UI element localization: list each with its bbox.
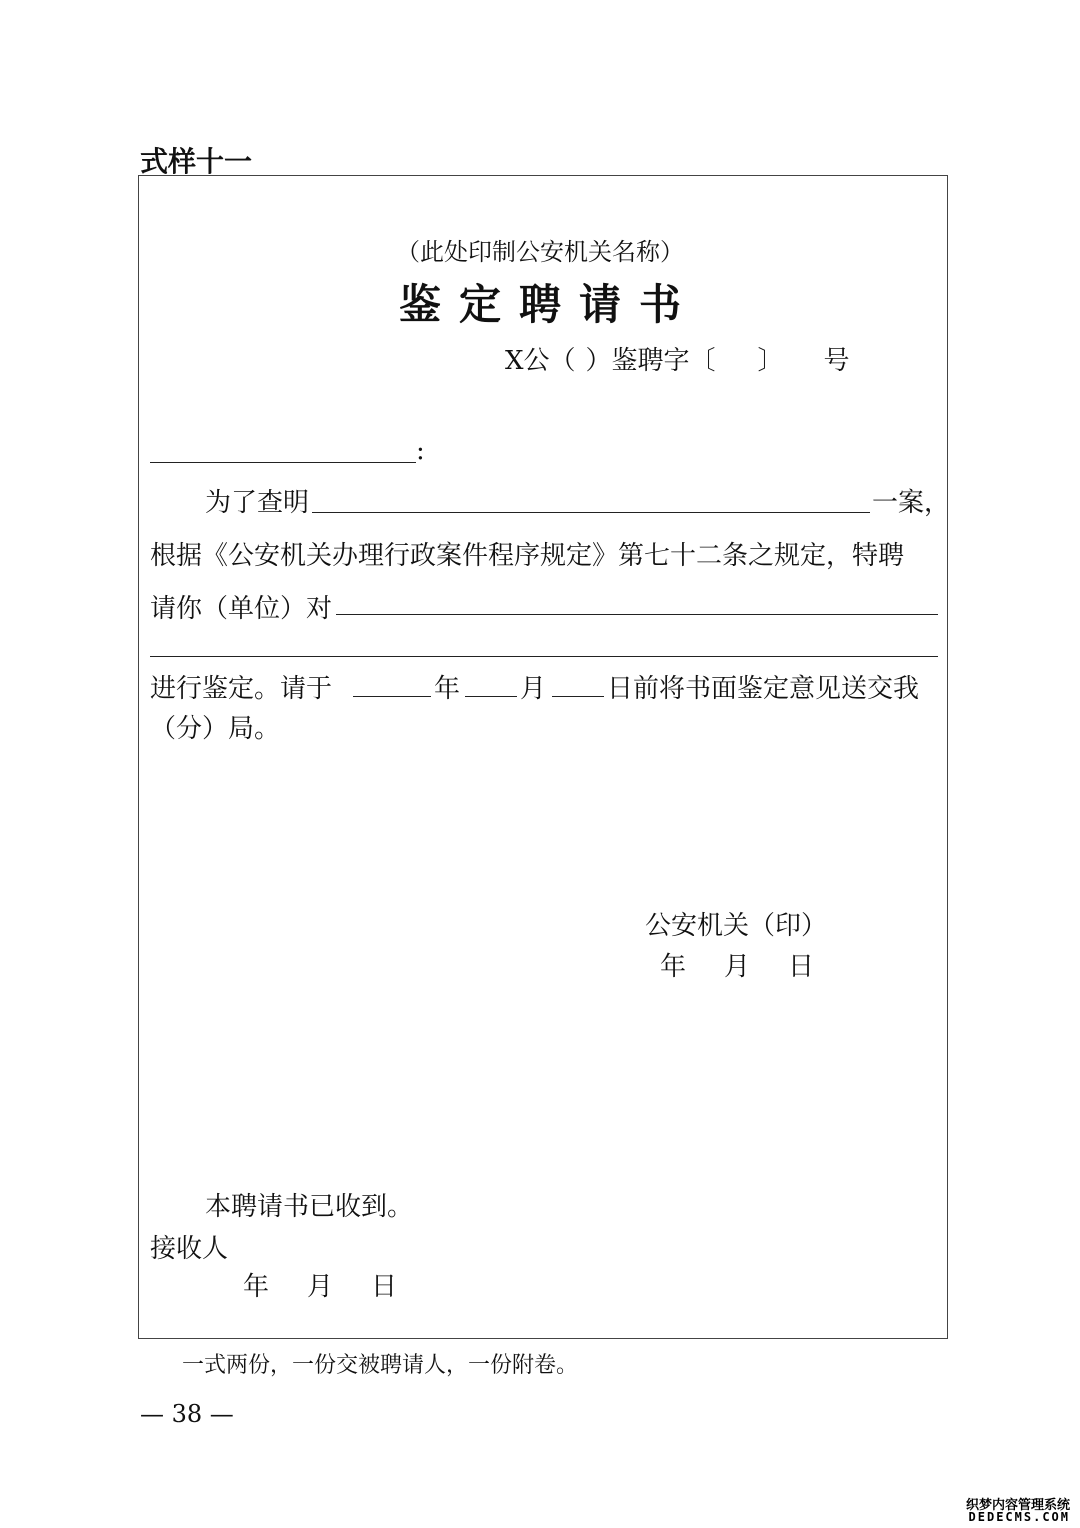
- issuer-note: （此处印制公安机关名称）: [396, 238, 684, 266]
- para-case-start: 为了查明: [205, 488, 310, 518]
- addressee-colon: :: [416, 436, 425, 466]
- receipt-date: 年 月 日: [243, 1272, 404, 1302]
- doc-number-suffix: 号: [823, 346, 850, 376]
- para-deadline-start: 进行鉴定。请于: [150, 674, 333, 704]
- object-blank-2: [150, 656, 938, 657]
- document-number: [505, 340, 850, 377]
- object-blank-1: [336, 614, 938, 615]
- watermark-text: 织梦内容管理系统: [965, 1498, 1070, 1513]
- day-blank: [552, 696, 604, 697]
- para-bureau: （分）局。: [150, 714, 281, 744]
- receipt-receiver: 接收人: [150, 1234, 229, 1264]
- receipt-received: 本聘请书已收到。: [205, 1192, 414, 1222]
- month-blank: [465, 696, 517, 697]
- case-name-blank: [312, 512, 870, 513]
- page-number: — 38 —: [140, 1400, 234, 1428]
- signature-org: 公安机关（印）: [645, 911, 828, 941]
- doc-number-prefix: X公（: [505, 346, 576, 376]
- year-blank: [353, 696, 431, 697]
- para-case-end: 一案，: [872, 488, 951, 518]
- document-title: 鉴定聘请书: [398, 280, 699, 329]
- doc-number-close: 〕: [757, 346, 784, 376]
- para-legal-basis: 根据《公安机关办理行政案件程序规定》第七十二条之规定，特聘: [150, 541, 905, 571]
- doc-number-mid: ）鉴聘字〔: [585, 346, 716, 376]
- month-label: 月: [520, 674, 547, 704]
- para-appraisal-object: 请你（单位）对: [150, 594, 333, 624]
- sample-label: 式样十一: [140, 145, 253, 178]
- signature-date: 年 月 日: [660, 952, 821, 982]
- addressee-blank: [150, 462, 416, 463]
- footnote: 一式两份，一份交被聘请人，一份附卷。: [182, 1353, 579, 1378]
- year-label: 年: [434, 674, 461, 704]
- para-deadline-end: 日前将书面鉴定意见送交我: [607, 674, 920, 704]
- watermark-domain: DEDECMS.COM: [968, 1510, 1070, 1524]
